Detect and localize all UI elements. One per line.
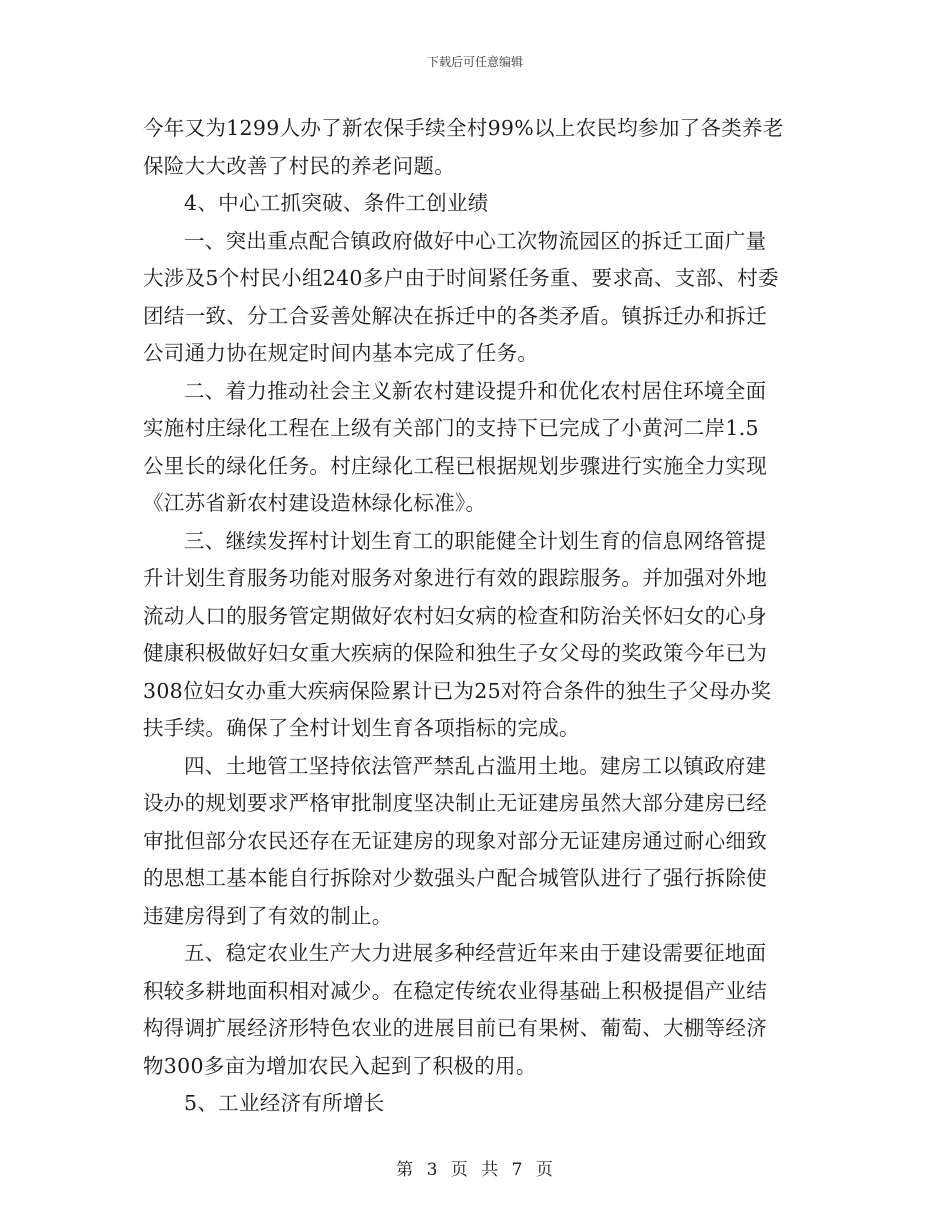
page-footer [0,1155,950,1180]
text-line: 违建房得到了有效的制止。 [143,903,393,928]
text-line: 的思想工基本能自行拆除对少数强头户配合城管队进行了强行拆除使 [143,866,767,890]
text-line: 公里长的绿化任务。村庄绿化工程已根据规划步骤进行实施全力实现 [143,453,767,478]
text-line: 扶手续。确保了全村计划生育各项指标的完成。 [143,716,580,740]
text-line: 4、中心工抓突破、条件工创业绩 [184,191,489,215]
document-body [143,110,805,1123]
footer-page-word: 页 [450,1160,469,1180]
footer-prefix: 第 [396,1160,415,1180]
text-line: 保险大大改善了村民的养老问题。 [143,153,455,178]
text-line: 一、突出重点配合镇政府做好中心工次物流园区的拆迁工面广量 [184,228,767,253]
page-header-note: 下载后可任意编辑 [426,55,523,69]
text-line: 审批但部分农民还存在无证建房的现象对部分无证建房通过耐心细致 [143,828,767,853]
text-line: 四、土地管工坚持依法管严禁乱占滥用土地。建房工以镇政府建 [184,753,767,778]
footer-total-word: 共 [481,1160,500,1180]
text-line: 《江苏省新农村建设造林绿化标准》。 [143,491,487,515]
footer-suffix: 页 [535,1160,554,1180]
footer-total-pages: 7 [511,1160,524,1180]
text-line: 流动人口的服务管定期做好农村妇女病的检查和防治关怀妇女的心身 [143,603,767,628]
text-line: 公司通力协在规定时间内基本完成了任务。 [143,341,539,365]
text-line: 二、着力推动社会主义新农村建设提升和优化农村居住环境全面 [184,378,767,403]
text-line: 实施村庄绿化工程在上级有关部门的支持下已完成了小黄河二岸1.5 [143,416,759,440]
text-line: 健康积极做好妇女重大疾病的保险和独生子女父母的奖政策今年已为 [143,641,767,665]
text-line: 设办的规划要求严格审批制度坚决制止无证建房虽然大部分建房已经 [143,791,767,815]
text-line: 今年又为1299人办了新农保手续全村99%以上农民均参加了各类养老 [143,116,784,140]
text-line: 构得调扩展经济形特色农业的进展目前已有果树、葡萄、大棚等经济 [143,1016,767,1040]
text-line: 五、稳定农业生产大力进展多种经营近年来由于建设需要征地面 [184,941,767,965]
text-line: 积较多耕地面积相对减少。在稳定传统农业得基础上积极提倡产业结 [143,978,767,1003]
footer-current-page: 3 [426,1160,439,1180]
text-line: 物300多亩为增加农民入起到了积极的用。 [143,1053,537,1078]
text-line: 三、继续发挥村计划生育工的职能健全计划生育的信息网络管提 [184,528,767,553]
text-line: 升计划生育服务功能对服务对象进行有效的跟踪服务。并加强对外地 [143,566,767,590]
text-line: 308位妇女办重大疾病保险累计已为25对符合条件的独生子父母办奖 [143,678,772,703]
text-line: 大涉及5个村民小组240多户由于时间紧任务重、要求高、支部、村委 [143,266,779,290]
text-line: 5、工业经济有所增长 [184,1091,385,1115]
text-line: 团结一致、分工合妥善处解决在拆迁中的各类矛盾。镇拆迁办和拆迁 [143,303,767,328]
